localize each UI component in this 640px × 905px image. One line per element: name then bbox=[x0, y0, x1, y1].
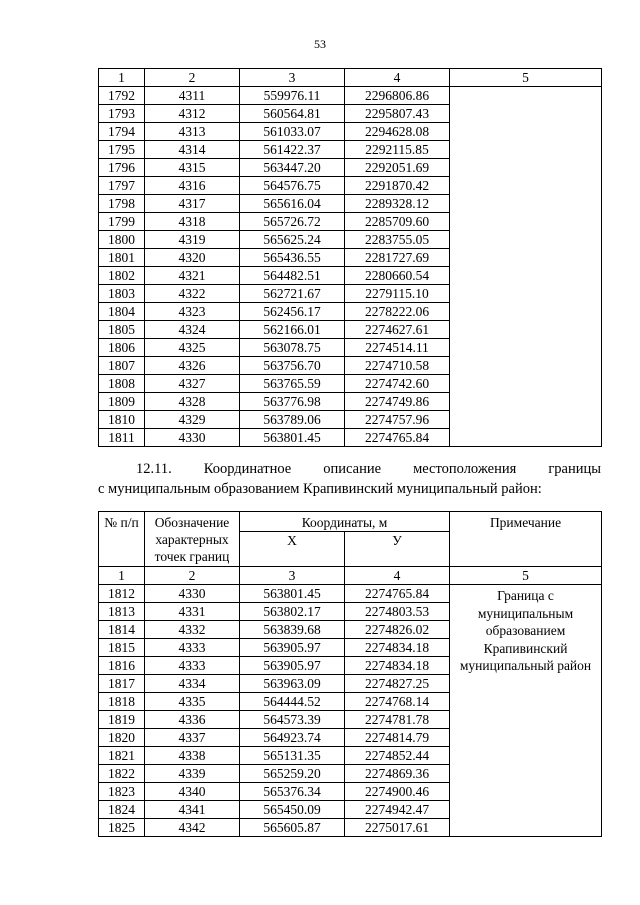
column-number-cell: 3 bbox=[240, 69, 345, 87]
column-number-cell: 5 bbox=[450, 69, 602, 87]
table-cell: 2281727.69 bbox=[345, 249, 450, 267]
page-number: 53 bbox=[314, 37, 326, 51]
table-cell: 563905.97 bbox=[240, 639, 345, 657]
table-cell: 2274834.18 bbox=[345, 639, 450, 657]
header-y: У bbox=[345, 532, 450, 567]
table-cell: 563963.09 bbox=[240, 675, 345, 693]
table-cell: 1810 bbox=[99, 411, 145, 429]
table-cell: 2274781.78 bbox=[345, 711, 450, 729]
table-cell: 4342 bbox=[145, 819, 240, 837]
table-cell: 2294628.08 bbox=[345, 123, 450, 141]
table-cell: 565625.24 bbox=[240, 231, 345, 249]
table-cell: 4340 bbox=[145, 783, 240, 801]
table-cell: 4318 bbox=[145, 213, 240, 231]
table-cell: 4336 bbox=[145, 711, 240, 729]
table-cell: 2275017.61 bbox=[345, 819, 450, 837]
table-cell: 565616.04 bbox=[240, 195, 345, 213]
table-cell: 2291870.42 bbox=[345, 177, 450, 195]
table-cell: 4326 bbox=[145, 357, 240, 375]
table-cell: 2274757.96 bbox=[345, 411, 450, 429]
table-row bbox=[99, 585, 602, 603]
table-cell: 564482.51 bbox=[240, 267, 345, 285]
column-number-cell: 2 bbox=[145, 567, 240, 585]
table-cell: 4334 bbox=[145, 675, 240, 693]
table-cell: 4311 bbox=[145, 87, 240, 105]
table-cell: 2292115.85 bbox=[345, 141, 450, 159]
section-heading-line2: с муниципальным образованием Крапивинский муниципальный район: bbox=[98, 481, 542, 497]
table-cell: 1800 bbox=[99, 231, 145, 249]
table-cell: 565450.09 bbox=[240, 801, 345, 819]
table-cell: 1815 bbox=[99, 639, 145, 657]
table-cell: 1803 bbox=[99, 285, 145, 303]
table-cell: 1806 bbox=[99, 339, 145, 357]
table-cell: 4322 bbox=[145, 285, 240, 303]
table-cell: 2292051.69 bbox=[345, 159, 450, 177]
table-cell: 1823 bbox=[99, 783, 145, 801]
table-cell: 4335 bbox=[145, 693, 240, 711]
table-cell: 4324 bbox=[145, 321, 240, 339]
column-number-cell: 4 bbox=[345, 567, 450, 585]
table-cell: 563078.75 bbox=[240, 339, 345, 357]
table-cell: 565131.35 bbox=[240, 747, 345, 765]
table-cell: 564923.74 bbox=[240, 729, 345, 747]
table-cell: 1799 bbox=[99, 213, 145, 231]
column-number-cell: 2 bbox=[145, 69, 240, 87]
table-cell: 563447.20 bbox=[240, 159, 345, 177]
coordinates-table-continued bbox=[98, 68, 602, 447]
table-cell: 1825 bbox=[99, 819, 145, 837]
heading-word: описание bbox=[323, 461, 382, 477]
table-cell: 563789.06 bbox=[240, 411, 345, 429]
table-cell: 2274827.25 bbox=[345, 675, 450, 693]
table-cell: 1811 bbox=[99, 429, 145, 447]
header-note: Примечание bbox=[450, 512, 602, 567]
table-cell: 2289328.12 bbox=[345, 195, 450, 213]
table-cell: 1795 bbox=[99, 141, 145, 159]
table-cell: 4315 bbox=[145, 159, 240, 177]
table-cell: 2274765.84 bbox=[345, 429, 450, 447]
table-cell: 563756.70 bbox=[240, 357, 345, 375]
table-cell: 2283755.05 bbox=[345, 231, 450, 249]
table-cell: 1801 bbox=[99, 249, 145, 267]
table-cell: 1804 bbox=[99, 303, 145, 321]
table-cell: 562721.67 bbox=[240, 285, 345, 303]
table-cell: 1820 bbox=[99, 729, 145, 747]
table-cell: 4312 bbox=[145, 105, 240, 123]
table-cell: 1794 bbox=[99, 123, 145, 141]
table-cell: 1821 bbox=[99, 747, 145, 765]
table-cell: 2274768.14 bbox=[345, 693, 450, 711]
table-cell: 563776.98 bbox=[240, 393, 345, 411]
column-number-cell: 5 bbox=[450, 567, 602, 585]
column-number-cell: 3 bbox=[240, 567, 345, 585]
table-cell: 562166.01 bbox=[240, 321, 345, 339]
table-cell: 1818 bbox=[99, 693, 145, 711]
table-cell: 2274742.60 bbox=[345, 375, 450, 393]
header-designation: Обозначение характерных точек границ bbox=[145, 512, 240, 567]
table-cell: 4332 bbox=[145, 621, 240, 639]
table-cell: 2274814.79 bbox=[345, 729, 450, 747]
table-cell: 1807 bbox=[99, 357, 145, 375]
header-num: № п/п bbox=[99, 512, 145, 567]
table-cell: 2274514.11 bbox=[345, 339, 450, 357]
note-cell-empty bbox=[450, 87, 602, 447]
table-cell: 2274765.84 bbox=[345, 585, 450, 603]
table-cell: 2274942.47 bbox=[345, 801, 450, 819]
table-cell: 4330 bbox=[145, 585, 240, 603]
table-cell: 565259.20 bbox=[240, 765, 345, 783]
table-cell: 1817 bbox=[99, 675, 145, 693]
table-cell: 4321 bbox=[145, 267, 240, 285]
table-cell: 565726.72 bbox=[240, 213, 345, 231]
table-cell: 1793 bbox=[99, 105, 145, 123]
column-number-row bbox=[99, 69, 602, 87]
table-cell: 4328 bbox=[145, 393, 240, 411]
boundary-coordinates-table bbox=[98, 511, 602, 837]
heading-word: местоположения bbox=[413, 461, 517, 477]
table-cell: 565605.87 bbox=[240, 819, 345, 837]
table-cell: 1814 bbox=[99, 621, 145, 639]
table-cell: 2278222.06 bbox=[345, 303, 450, 321]
table-cell: 4330 bbox=[145, 429, 240, 447]
table-cell: 2274710.58 bbox=[345, 357, 450, 375]
table-cell: 4341 bbox=[145, 801, 240, 819]
column-number-cell: 1 bbox=[99, 567, 145, 585]
table-cell: 1816 bbox=[99, 657, 145, 675]
header-coordinates: Координаты, м bbox=[240, 512, 450, 532]
table-cell: 559976.11 bbox=[240, 87, 345, 105]
table-cell: 4333 bbox=[145, 639, 240, 657]
table-cell: 2274834.18 bbox=[345, 657, 450, 675]
table-cell: 4316 bbox=[145, 177, 240, 195]
heading-word: границы bbox=[548, 461, 601, 477]
table-cell: 564444.52 bbox=[240, 693, 345, 711]
table-cell: 4333 bbox=[145, 657, 240, 675]
table-cell: 4323 bbox=[145, 303, 240, 321]
table-cell: 1798 bbox=[99, 195, 145, 213]
table-cell: 565376.34 bbox=[240, 783, 345, 801]
table-cell: 2280660.54 bbox=[345, 267, 450, 285]
table-cell: 1809 bbox=[99, 393, 145, 411]
table-cell: 1808 bbox=[99, 375, 145, 393]
table-cell: 2285709.60 bbox=[345, 213, 450, 231]
table-cell: 2274627.61 bbox=[345, 321, 450, 339]
table-cell: 4329 bbox=[145, 411, 240, 429]
table-cell: 4319 bbox=[145, 231, 240, 249]
table-cell: 4313 bbox=[145, 123, 240, 141]
table-cell: 2274852.44 bbox=[345, 747, 450, 765]
table-cell: 4317 bbox=[145, 195, 240, 213]
table-cell: 2274869.36 bbox=[345, 765, 450, 783]
note-cell: Граница с муниципальным образованием Крапивинский муниципальный район bbox=[450, 585, 602, 837]
table-cell: 1805 bbox=[99, 321, 145, 339]
table-cell: 2274803.53 bbox=[345, 603, 450, 621]
section-heading-line1 bbox=[98, 459, 601, 479]
table-cell: 1792 bbox=[99, 87, 145, 105]
table-cell: 2296806.86 bbox=[345, 87, 450, 105]
table-cell: 560564.81 bbox=[240, 105, 345, 123]
table-cell: 565436.55 bbox=[240, 249, 345, 267]
table-cell: 4325 bbox=[145, 339, 240, 357]
table-cell: 563905.97 bbox=[240, 657, 345, 675]
table-cell: 1796 bbox=[99, 159, 145, 177]
table-cell: 563839.68 bbox=[240, 621, 345, 639]
table-cell: 563801.45 bbox=[240, 585, 345, 603]
section-heading bbox=[98, 459, 601, 499]
table-cell: 1802 bbox=[99, 267, 145, 285]
table-row bbox=[99, 87, 602, 105]
table-cell: 564576.75 bbox=[240, 177, 345, 195]
table-cell: 561033.07 bbox=[240, 123, 345, 141]
table-cell: 2295807.43 bbox=[345, 105, 450, 123]
table-cell: 2274900.46 bbox=[345, 783, 450, 801]
table-cell: 1797 bbox=[99, 177, 145, 195]
table-cell: 4327 bbox=[145, 375, 240, 393]
table-cell: 4314 bbox=[145, 141, 240, 159]
table-cell: 2279115.10 bbox=[345, 285, 450, 303]
table-cell: 4331 bbox=[145, 603, 240, 621]
table-cell: 563801.45 bbox=[240, 429, 345, 447]
table-cell: 1824 bbox=[99, 801, 145, 819]
table-cell: 4320 bbox=[145, 249, 240, 267]
table-cell: 4337 bbox=[145, 729, 240, 747]
column-number-row bbox=[99, 567, 602, 585]
header-x: Х bbox=[240, 532, 345, 567]
table-cell: 1813 bbox=[99, 603, 145, 621]
table-cell: 563765.59 bbox=[240, 375, 345, 393]
table-cell: 1822 bbox=[99, 765, 145, 783]
table-cell: 1812 bbox=[99, 585, 145, 603]
column-number-cell: 1 bbox=[99, 69, 145, 87]
heading-word: Координатное bbox=[203, 461, 292, 477]
table-cell: 562456.17 bbox=[240, 303, 345, 321]
column-number-cell: 4 bbox=[345, 69, 450, 87]
table-cell: 2274749.86 bbox=[345, 393, 450, 411]
table-cell: 561422.37 bbox=[240, 141, 345, 159]
table-cell: 4338 bbox=[145, 747, 240, 765]
table-cell: 564573.39 bbox=[240, 711, 345, 729]
table-cell: 4339 bbox=[145, 765, 240, 783]
table-cell: 2274826.02 bbox=[345, 621, 450, 639]
table-cell: 563802.17 bbox=[240, 603, 345, 621]
heading-word: 12.11. bbox=[136, 461, 172, 477]
table-cell: 1819 bbox=[99, 711, 145, 729]
